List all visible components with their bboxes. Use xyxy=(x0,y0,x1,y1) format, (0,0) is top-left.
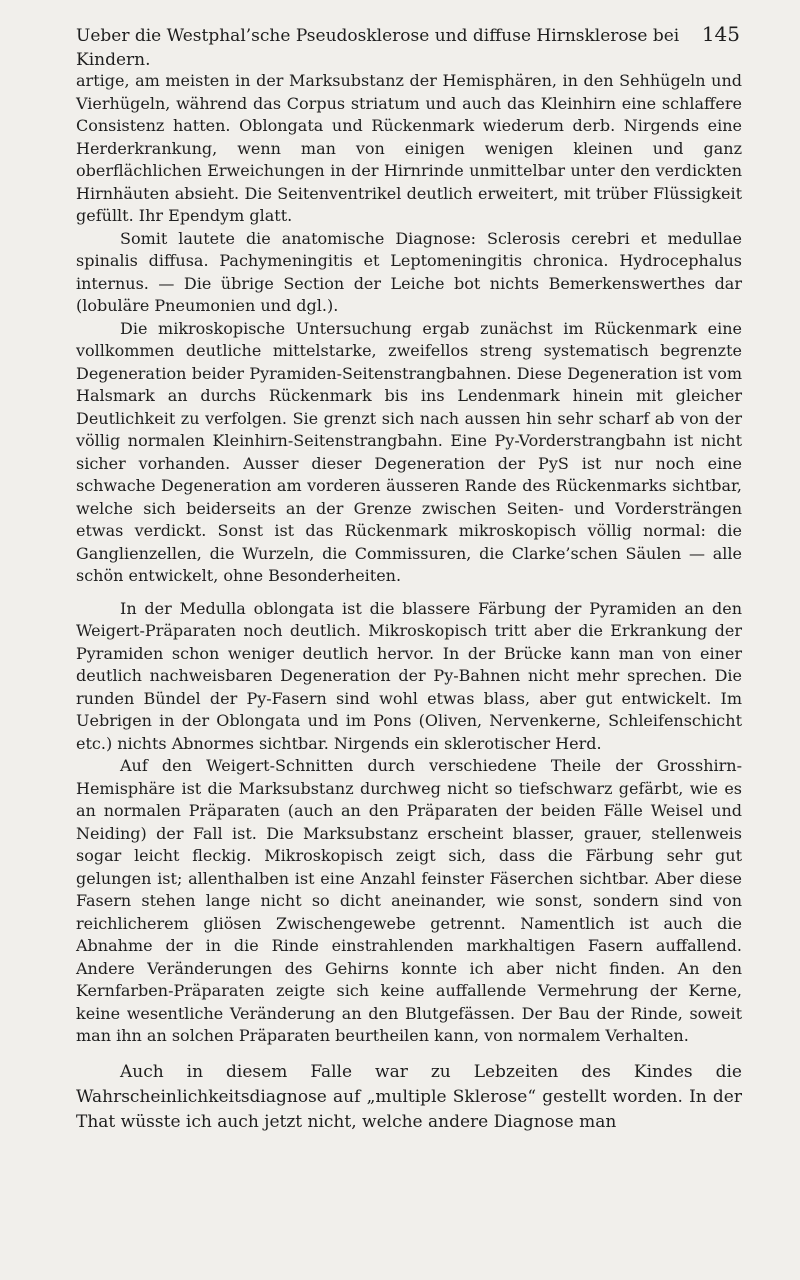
paragraph: artige, am meisten in der Marksubstanz der Hemisphären, in den Sehhügeln und Vierhügeln, während das Corpus striatum und auch das Kleinhirn eine schlaffere Consistenz hatten. Oblongata und Rückenmark wiederum derb. Nirgends eine Herderkrankung, wenn man von einigen wenigen kleinen und ganz oberflächlichen Erweichungen in der Hirnrinde unmittelbar unter den verdickten Hirnhäuten absieht. Die Seitenventrikel deutlich erweitert, mit trüber Flüssigkeit gefüllt. Ihr Ependym glatt. xyxy=(76,71,742,225)
page-number: 145 xyxy=(701,22,740,46)
running-title: Ueber die Westphal’sche Pseudosklerose und diffuse Hirnsklerose bei Kindern. xyxy=(76,26,680,70)
paragraph: Somit lautete die anatomische Diagnose: Sclerosis cerebri et medullae spinalis diffusa. Pachymeningitis et Leptomeningitis chronica. Hydrocephalus internus. — Die übrige Section der Leiche bot nichts Bemerkenswerthes dar (lobuläre Pneumonien und dgl.). xyxy=(76,228,742,315)
body-text xyxy=(76,70,742,1135)
paragraph: In der Medulla oblongata ist die blassere Färbung der Pyramiden an den Weigert-Präparaten noch deutlich. Mikroskopisch tritt aber die Erkrankung der Pyramiden schon weniger deutlich hervor. In der Brücke kann man von einer deutlich nachweisbaren Degeneration der Py-Bahnen nicht mehr sprechen. Die runden Bündel der Py-Fasern sind wohl etwas blass, aber gut entwickelt. Im Uebrigen in der Oblongata und im Pons (Oliven, Nervenkerne, Schleifenschicht etc.) nichts Abnormes sichtbar. Nirgends ein sklerotischer Herd. xyxy=(76,598,742,753)
paragraph: Die mikroskopische Untersuchung ergab zunächst im Rückenmark eine vollkommen deutliche mittelstarke, zweifellos streng systematisch begrenzte Degeneration beider Pyramiden-Seitenstrangbahnen. Diese Degeneration ist vom Halsmark an durchs Rückenmark bis ins Lendenmark hinein mit gleicher Deutlichkeit zu verfolgen. Sie grenzt sich nach aussen hin sehr scharf ab von der völlig normalen Kleinhirn-Seitenstrangbahn. Eine Py-Vorderstrangbahn ist nicht sicher vorhanden. Ausser dieser Degeneration der PyS ist nur noch eine schwache Degeneration am vorderen äusseren Rande des Rückenmarks sichtbar, welche sich beiderseits an der Grenze zwischen Seiten- und Vordersträngen etwas verdickt. Sonst ist das Rückenmark mikroskopisch völlig normal: die Ganglienzellen, die Wurzeln, die Commissuren, die Clarke’schen Säulen — alle schön entwickelt, ohne Besonderheiten. xyxy=(76,318,742,585)
running-header xyxy=(76,22,740,72)
paragraph: Auf den Weigert-Schnitten durch verschiedene Theile der Grosshirn-Hemisphäre ist die Marksubstanz durchweg nicht so tiefschwarz gefärbt, wie es an normalen Präparaten (auch an den Präparaten der beiden Fälle Weisel und Neiding) der Fall ist. Die Marksubstanz erscheint blasser, grauer, stellenweis sogar leicht fleckig. Mikroskopisch zeigt sich, dass die Färbung sehr gut gelungen ist; allenthalben ist eine Anzahl feinster Fäserchen sichtbar. Aber diese Fasern stehen lange nicht so dicht aneinander, wie sonst, sondern sind von reichlicherem gliösen Zwischengewebe getrennt. Namentlich ist auch die Abnahme der in die Rinde einstrahlenden markhaltigen Fasern auffallend. Andere Veränderungen des Gehirns konnte ich aber nicht finden. An den Kernfarben-Präparaten zeigte sich keine auffallende Vermehrung der Kerne, keine wesentliche Veränderung an den Blutgefässen. Der Bau der Rinde, soweit man ihn an solchen Präparaten beurtheilen kann, von normalem Verhalten. xyxy=(76,756,742,1045)
paragraph: Auch in diesem Falle war zu Lebzeiten des Kindes die Wahrscheinlichkeitsdiagnose auf „multiple Sklerose“ gestellt worden. In der That wüsste ich auch jetzt nicht, welche andere Diagnose man xyxy=(76,1061,742,1132)
